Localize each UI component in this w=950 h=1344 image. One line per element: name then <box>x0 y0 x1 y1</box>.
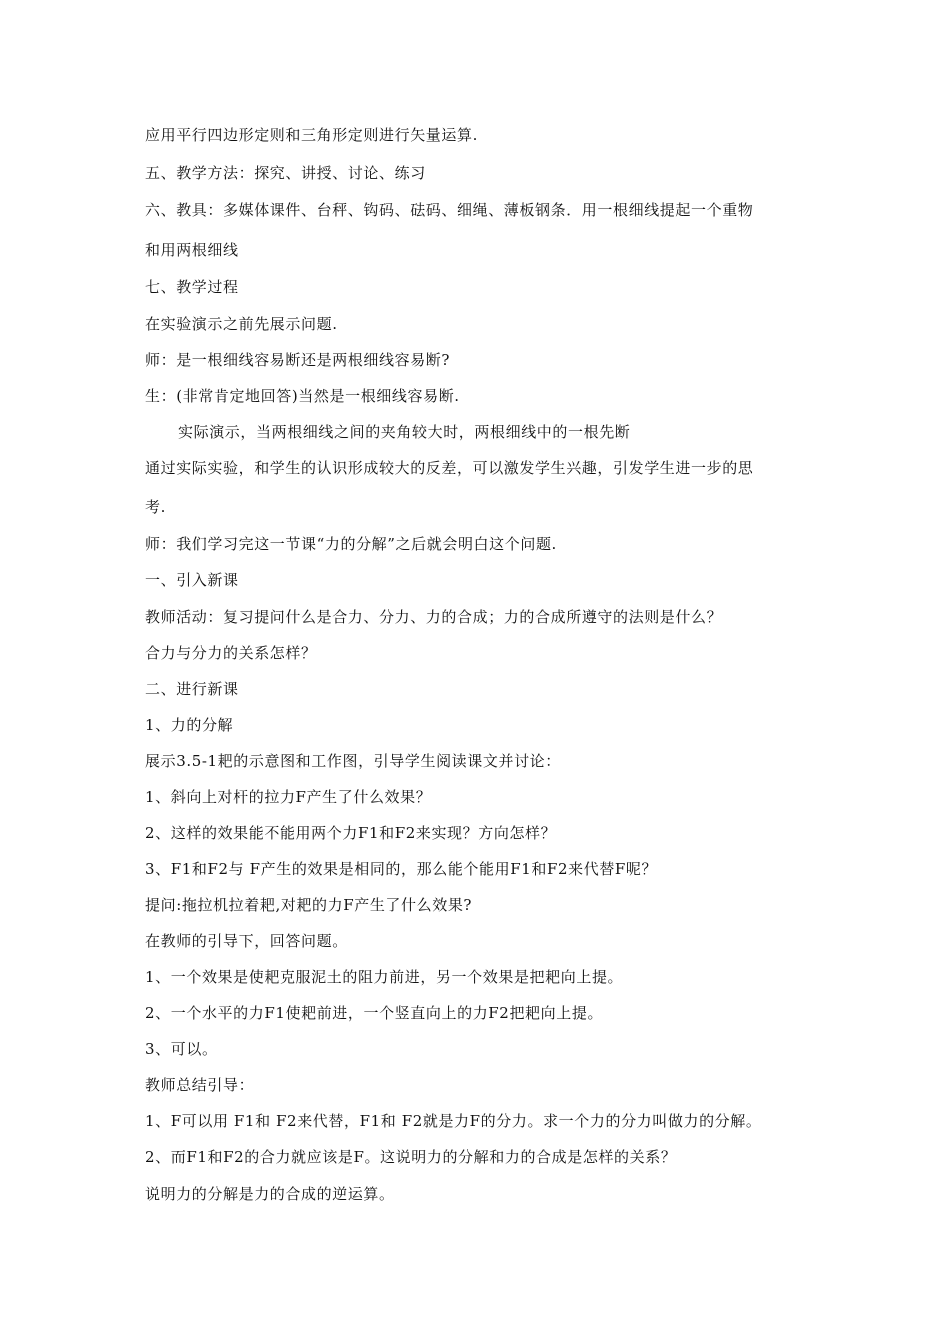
teacher-line: 师：是一根细线容易断还是两根细线容易断? <box>145 351 451 369</box>
text-line: 在实验演示之前先展示问题. <box>145 315 338 333</box>
list-item: 1、斜向上对杆的拉力F产生了什么效果？ <box>145 788 432 806</box>
section-heading-new-lesson: 二、进行新课 <box>145 680 239 698</box>
teacher-line: 师：我们学习完这一节课“力的分解”之后就会明白这个问题. <box>145 535 557 553</box>
text-line: 合力与分力的关系怎样？ <box>145 644 317 662</box>
text-line: 应用平行四边形定则和三角形定则进行矢量运算. <box>145 126 478 144</box>
text-line: 提问:拖拉机拉着耙,对耙的力F产生了什么效果? <box>145 896 473 914</box>
text-line: 在教师的引导下，回答问题。 <box>145 932 348 950</box>
section-heading-methods: 五、教学方法：探究、讲授、讨论、练习 <box>145 164 426 182</box>
text-line: 教师总结引导： <box>145 1076 255 1094</box>
list-item: 2、一个水平的力F1使耙前进，一个竖直向上的力F2把耙向上提。 <box>145 1004 604 1022</box>
text-line-indented: 实际演示，当两根细线之间的夹角较大时，两根细线中的一根先断 <box>178 423 631 441</box>
student-line: 生：(非常肯定地回答)当然是一根细线容易断. <box>145 387 460 405</box>
text-line: 说明力的分解是力的合成的逆运算。 <box>145 1185 395 1203</box>
list-item: 2、这样的效果能不能用两个力F1和F2来实现？方向怎样？ <box>145 824 557 842</box>
text-line: 通过实际实验，和学生的认识形成较大的反差，可以激发学生兴趣，引发学生进一步的思 <box>145 459 754 477</box>
subsection-heading: 1、力的分解 <box>145 716 234 734</box>
text-line: 考. <box>145 498 166 516</box>
list-item: 1、F可以用 F1和 F2来代替，F1和 F2就是力F的分力。求一个力的分力叫做力的分解。 <box>145 1112 762 1130</box>
section-heading-intro: 一、引入新课 <box>145 571 239 589</box>
section-heading-process: 七、教学过程 <box>145 278 239 296</box>
list-item: 1、一个效果是使耙克服泥土的阻力前进，另一个效果是把耙向上提。 <box>145 968 624 986</box>
list-item: 3、F1和F2与 F产生的效果是相同的，那么能个能用F1和F2来代替F呢？ <box>145 860 658 878</box>
text-line: 展示3.5-1耙的示意图和工作图，引导学生阅读课文并讨论： <box>145 752 561 770</box>
text-line: 和用两根细线 <box>145 241 239 259</box>
section-heading-tools: 六、教具：多媒体课件、台秤、钩码、砝码、细绳、薄板钢条．用一根细线提起一个重物 <box>145 201 754 219</box>
text-line: 教师活动：复习提问什么是合力、分力、力的合成；力的合成所遵守的法则是什么？ <box>145 608 723 626</box>
list-item: 3、可以。 <box>145 1040 218 1058</box>
list-item: 2、而F1和F2的合力就应该是F。这说明力的分解和力的合成是怎样的关系？ <box>145 1148 677 1166</box>
